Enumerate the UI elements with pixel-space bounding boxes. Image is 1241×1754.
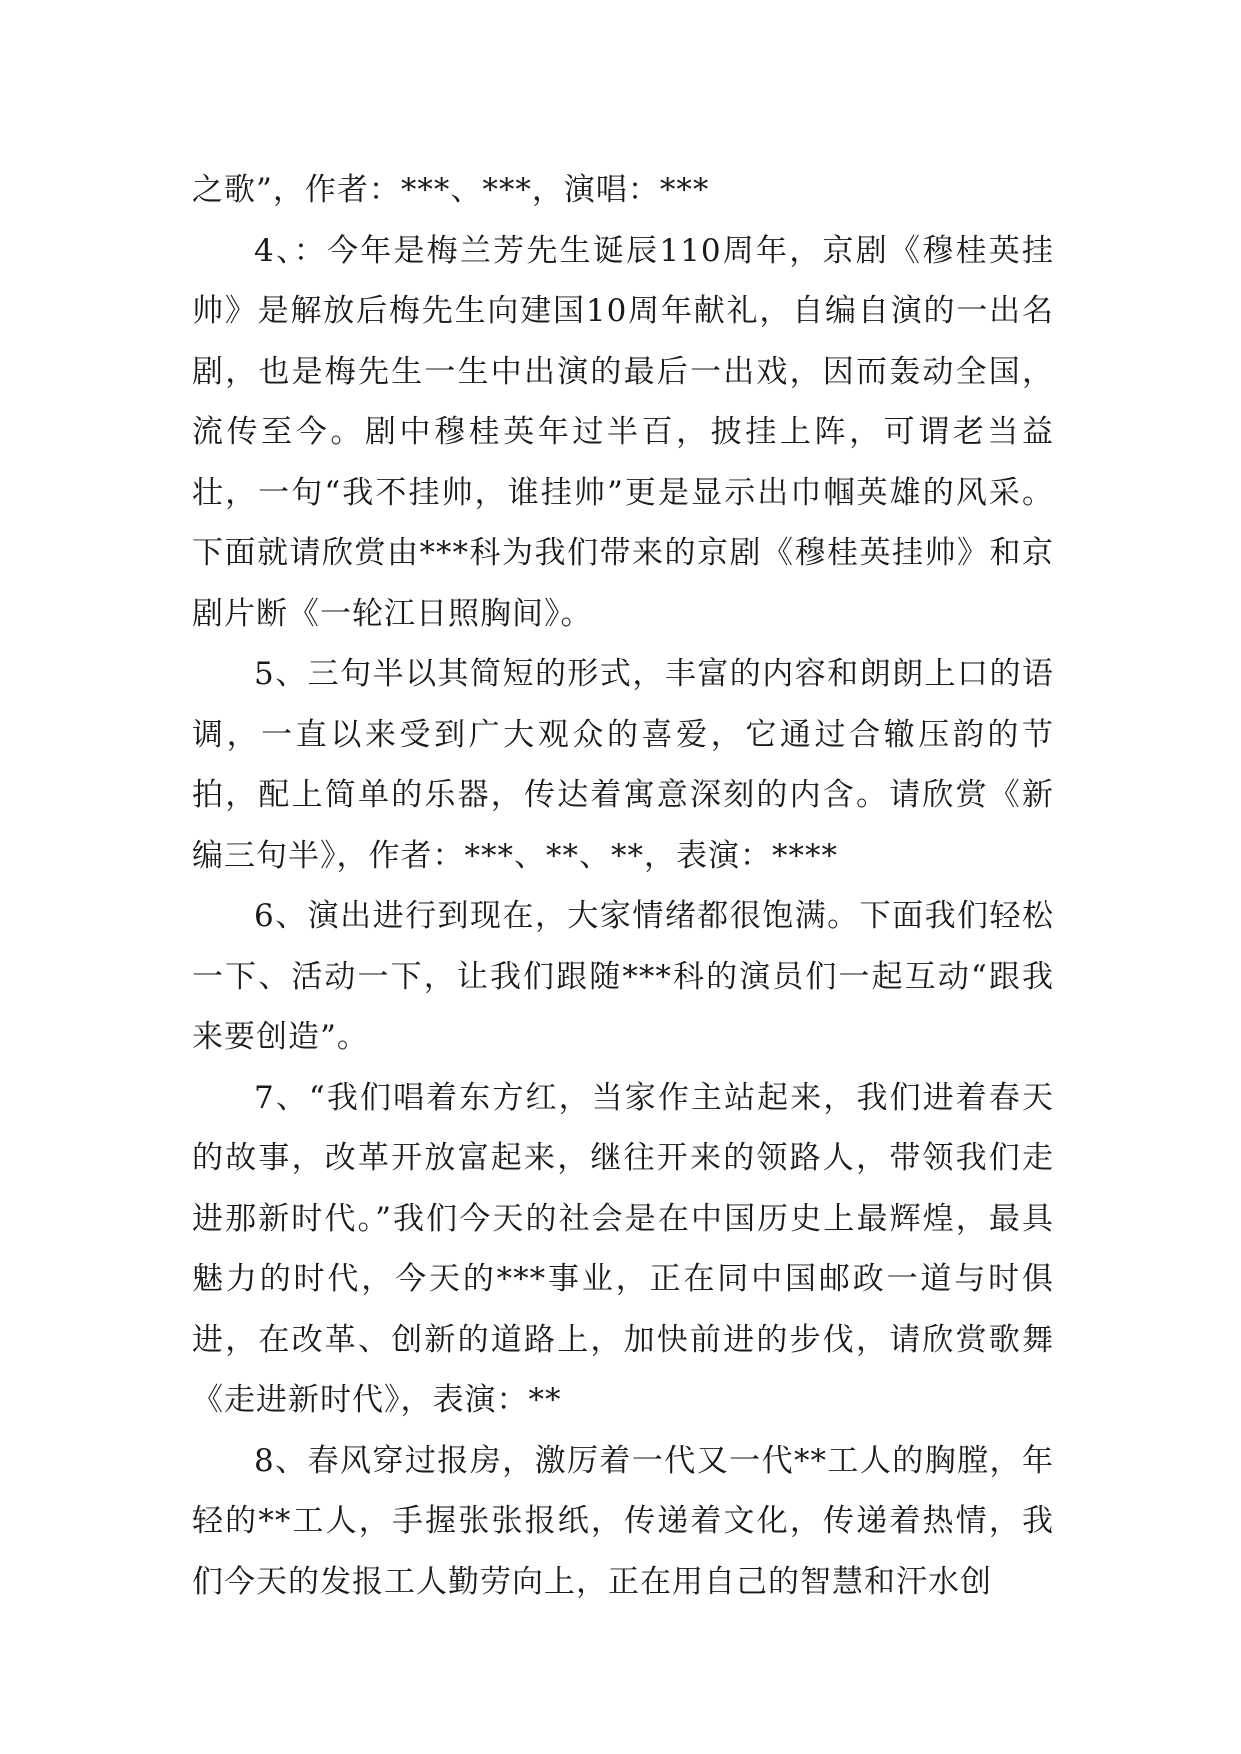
paragraph-item-6: 6、演出进行到现在，大家情绪都很饱满。下面我们轻松一下、活动一下，让我们跟随***科的演员们一起互动“跟我来要创造”。 <box>192 898 1054 1055</box>
paragraph-item-5: 5、三句半以其简短的形式，丰富的内容和朗朗上口的语调，一直以来受到广大观众的喜爱，它通过合辙压韵的节拍，配上简单的乐器，传达着寓意深刻的内含。请欣赏《新编三句半》，作者：***、**、**，表演：**** <box>192 656 1054 874</box>
document-page <box>192 160 1054 1612</box>
paragraph-item-7: 7、“我们唱着东方红，当家作主站起来，我们进着春天的故事，改革开放富起来，继往开来的领路人，带领我们走进那新时代。”我们今天的社会是在中国历史上最辉煌，最具魅力的时代，今天的***事业，正在同中国邮政一道与时俱进，在改革、创新的道路上，加快前进的步伐，请欣赏歌舞《走进新时代》，表演：** <box>192 1079 1054 1418</box>
paragraph-item-8: 8、春风穿过报房，激厉着一代又一代**工人的胸膛，年轻的**工人，手握张张报纸，传递着文化，传递着热情，我们今天的发报工人勤劳向上，正在用自己的智慧和汗水创 <box>192 1442 1054 1600</box>
paragraph-continuation: 之歌”，作者：***、***，演唱：*** <box>192 172 710 208</box>
paragraph-item-4: 4、：今年是梅兰芳先生诞辰110周年，京剧《穆桂英挂帅》是解放后梅先生向建国10周年献礼，自编自演的一出名剧，也是梅先生一生中出演的最后一出戏，因而轰动全国，流传至今。剧中穆桂英年过半百，披挂上阵，可谓老当益壮，一句“我不挂帅，谁挂帅”更是显示出巾帼英雄的风采。下面就请欣赏由***科为我们带来的京剧《穆桂英挂帅》和京剧片断《一轮江日照胸间》。 <box>192 232 1054 632</box>
